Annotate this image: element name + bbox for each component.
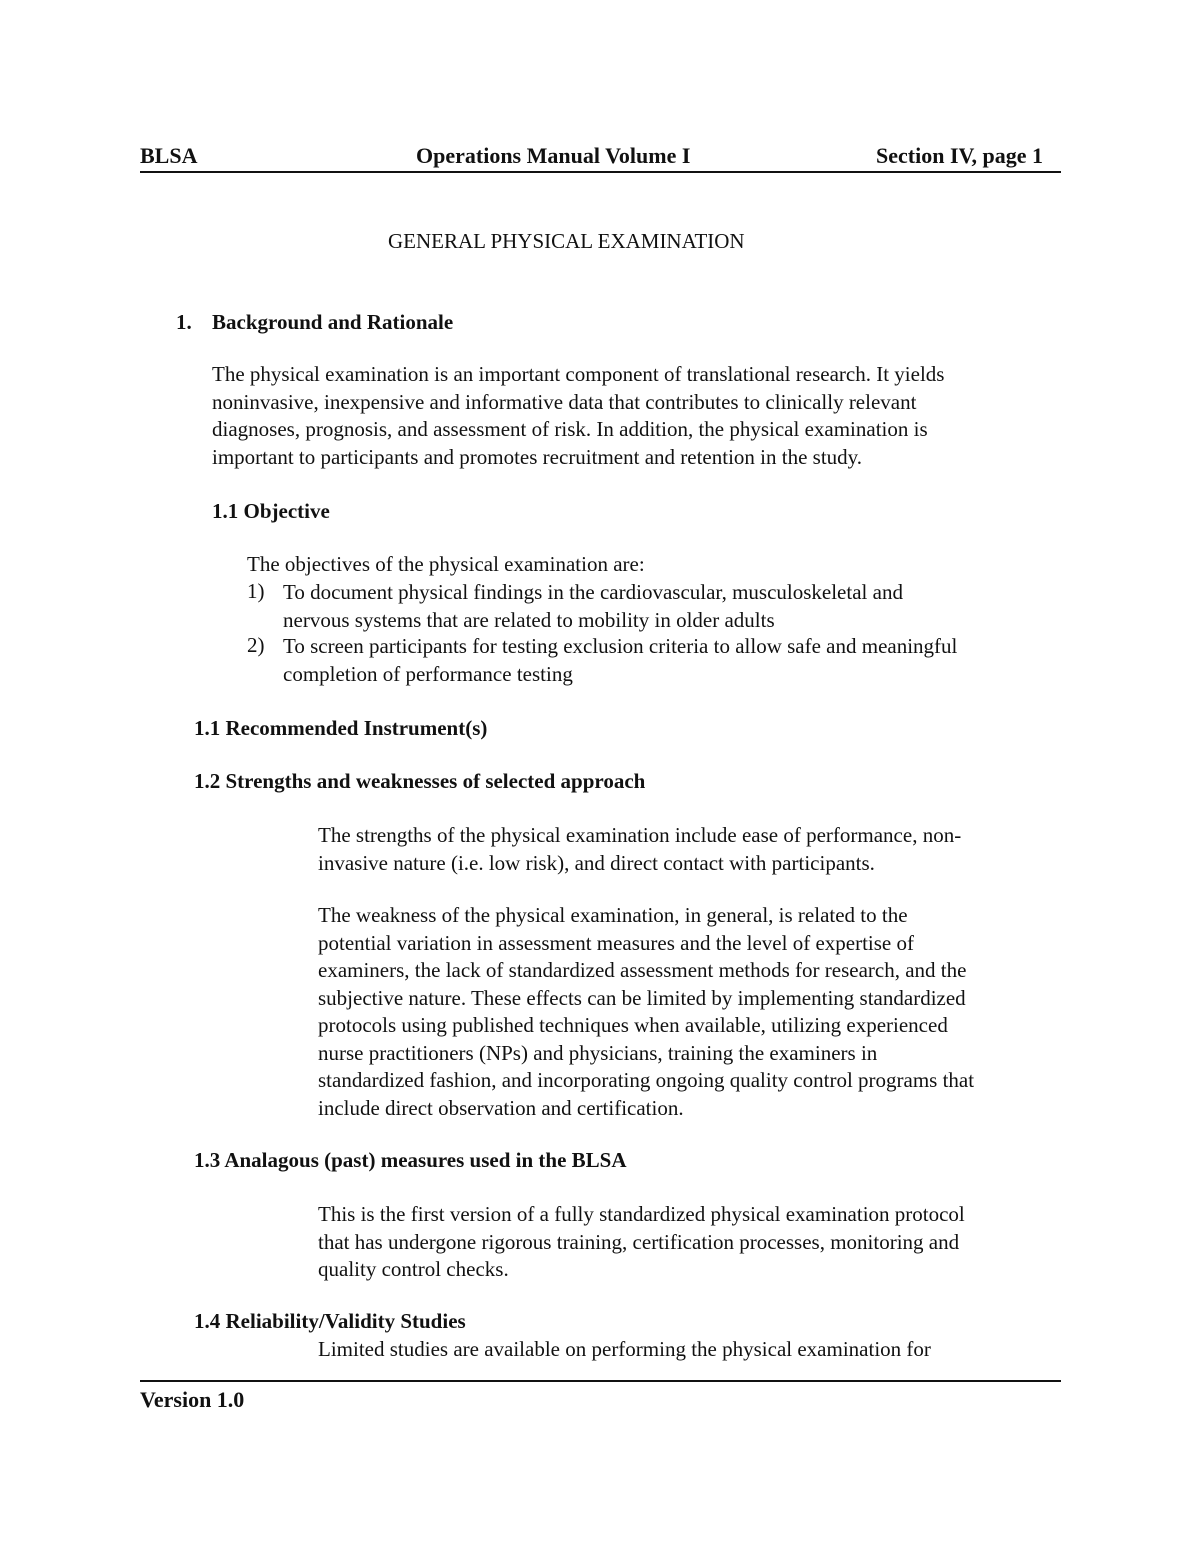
- objective-heading: 1.1 Objective: [212, 499, 330, 523]
- objective-intro: The objectives of the physical examination are:: [247, 552, 645, 576]
- list-item-line: completion of performance testing: [283, 661, 573, 686]
- paragraph-line: potential variation in assessment measures and the level of expertise of: [318, 930, 914, 955]
- list-item-line: nervous systems that are related to mobility in older adults: [283, 607, 775, 632]
- reliability-paragraph: [318, 1336, 931, 1364]
- paragraph-line: protocols using published techniques when available, utilizing experienced: [318, 1013, 948, 1037]
- paragraph-line: quality control checks.: [318, 1257, 509, 1281]
- paragraph-line: diagnoses, prognosis, and assessment of risk. In addition, the physical examination is: [212, 417, 928, 441]
- paragraph-line: that has undergone rigorous training, certification processes, monitoring and: [318, 1229, 960, 1254]
- list-item-line: To document physical findings in the cardiovascular, musculoskeletal and: [283, 580, 903, 604]
- header-right: Section IV, page 1: [876, 143, 1044, 168]
- paragraph-line: standardized fashion, and incorporating ongoing quality control programs that: [318, 1068, 975, 1092]
- section-1-number: 1.: [176, 310, 192, 334]
- weakness-paragraph: [318, 902, 974, 1122]
- reliability-heading: 1.4 Reliability/Validity Studies: [194, 1309, 466, 1333]
- strengths-paragraph: [318, 822, 961, 877]
- paragraph-line: The strengths of the physical examination include ease of performance, non-: [318, 823, 962, 847]
- analagous-paragraph: [318, 1201, 965, 1284]
- paragraph-line: This is the first version of a fully standardized physical examination protocol: [318, 1202, 965, 1226]
- footer-rule: [140, 1380, 1061, 1382]
- paragraph-line: The physical examination is an important component of translational research. It yields: [212, 362, 945, 386]
- header-left: BLSA: [140, 143, 198, 168]
- paragraph-line: examiners, the lack of standardized assessment methods for research, and the: [318, 958, 967, 982]
- paragraph-line: invasive nature (i.e. low risk), and direct contact with participants.: [318, 850, 875, 875]
- section-1-paragraph: [212, 361, 944, 471]
- footer-version: Version 1.0: [140, 1387, 245, 1412]
- objective-item-2-marker: 2): [247, 633, 265, 657]
- paragraph-line: important to participants and promotes recruitment and retention in the study.: [212, 444, 863, 469]
- paragraph-line: Limited studies are available on performing the physical examination for: [318, 1337, 931, 1361]
- strengths-heading: 1.2 Strengths and weaknesses of selected approach: [194, 769, 646, 793]
- header-center: Operations Manual Volume I: [416, 143, 691, 168]
- list-item-line: To screen participants for testing exclusion criteria to allow safe and meaningful: [283, 634, 958, 658]
- objective-item-1-marker: 1): [247, 579, 265, 603]
- paragraph-line: nurse practitioners (NPs) and physicians, training the examiners in: [318, 1040, 878, 1065]
- analagous-heading: 1.3 Analagous (past) measures used in the BLSA: [194, 1148, 627, 1172]
- page-title: GENERAL PHYSICAL EXAMINATION: [388, 229, 745, 253]
- objective-item-1: [283, 579, 903, 634]
- paragraph-line: include direct observation and certification.: [318, 1095, 684, 1120]
- instruments-heading: 1.1 Recommended Instrument(s): [194, 716, 488, 740]
- paragraph-line: subjective nature. These effects can be limited by implementing standardized: [318, 985, 966, 1010]
- objective-item-2: [283, 633, 957, 688]
- paragraph-line: The weakness of the physical examination, in general, is related to the: [318, 903, 908, 927]
- section-1-heading: Background and Rationale: [212, 310, 454, 334]
- header-rule: [140, 171, 1061, 173]
- paragraph-line: noninvasive, inexpensive and informative data that contributes to clinically relevant: [212, 389, 917, 414]
